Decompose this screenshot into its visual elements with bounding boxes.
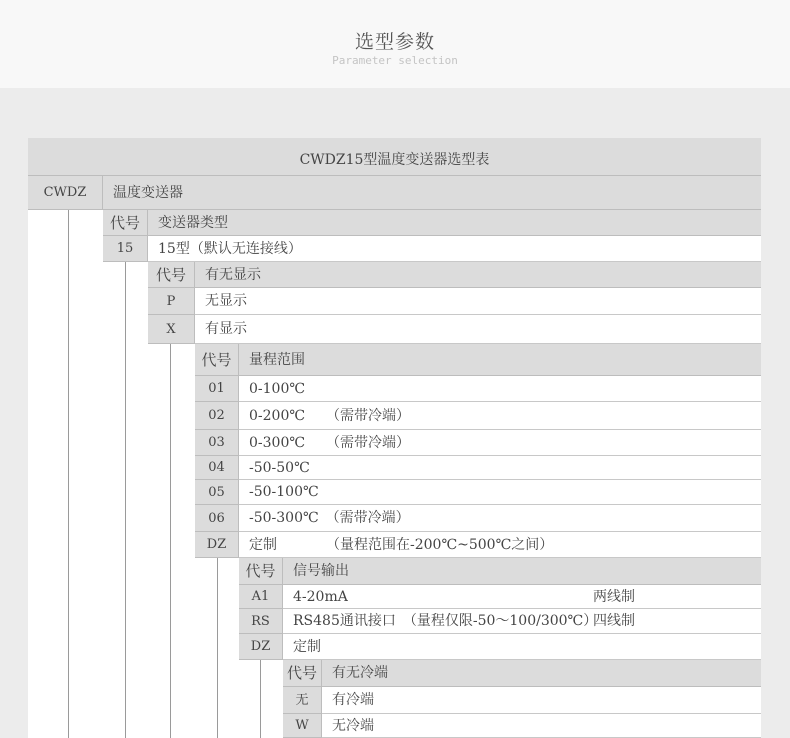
range-label: 定制 （量程范围在-200℃~500℃之间） (239, 532, 761, 558)
code-header: 代号 (239, 558, 283, 585)
signal-code: DZ (239, 634, 283, 660)
connector-line (68, 210, 69, 738)
range-label: -50-100℃ (239, 480, 761, 505)
cold-junction-header: 有无冷端 (322, 660, 761, 687)
signal-code: RS (239, 609, 283, 634)
display-label: 无显示 (195, 288, 761, 315)
range-code: 04 (195, 456, 239, 480)
type-code: 15 (103, 236, 148, 262)
connector-line (170, 344, 171, 738)
signal-header: 信号输出 (283, 558, 761, 585)
cold-junction-code: 无 (283, 687, 322, 714)
signal-wire: 四线制 (593, 613, 635, 629)
range-label: 0-100℃ (239, 376, 761, 402)
signal-label (283, 585, 761, 609)
display-header: 有无显示 (195, 262, 761, 288)
code-header: 代号 (148, 262, 195, 288)
type-label: 15型（默认无连接线） (148, 236, 761, 262)
display-label: 有显示 (195, 315, 761, 344)
signal-wire: 两线制 (593, 589, 635, 605)
signal-label-text: RS485通讯接口 （量程仅限-50～100/300℃） (293, 613, 598, 629)
cold-junction-label: 有冷端 (322, 687, 761, 714)
code-header: 代号 (195, 344, 239, 376)
product-code: CWDZ (28, 176, 103, 210)
connector-line (125, 262, 126, 738)
cold-junction-label: 无冷端 (322, 714, 761, 738)
signal-label: 定制 (283, 634, 761, 660)
range-label: -50-300℃ （需带冷端） (239, 505, 761, 532)
display-code: P (148, 288, 195, 315)
signal-label-text: 4-20mA (293, 589, 348, 605)
range-header: 量程范围 (239, 344, 761, 376)
type-header: 变送器类型 (148, 210, 761, 236)
signal-label (283, 609, 761, 634)
selection-table (28, 138, 761, 738)
signal-code: A1 (239, 585, 283, 609)
code-header: 代号 (103, 210, 148, 236)
range-code: 05 (195, 480, 239, 505)
display-code: X (148, 315, 195, 344)
page-title: 选型参数 (354, 31, 435, 53)
code-header: 代号 (283, 660, 322, 687)
connector-line (260, 660, 261, 738)
page-header (0, 0, 790, 88)
connector-line (217, 558, 218, 738)
range-code: DZ (195, 532, 239, 558)
page-subtitle: Parameter selection (332, 54, 458, 67)
range-label: -50-50℃ (239, 456, 761, 480)
range-code: 06 (195, 505, 239, 532)
range-label: 0-300℃ （需带冷端） (239, 430, 761, 456)
range-code: 03 (195, 430, 239, 456)
table-title: CWDZ15型温度变送器选型表 (28, 138, 761, 176)
product-label: 温度变送器 (103, 176, 761, 210)
range-code: 01 (195, 376, 239, 402)
cold-junction-code: W (283, 714, 322, 738)
range-code: 02 (195, 402, 239, 430)
range-label: 0-200℃ （需带冷端） (239, 402, 761, 430)
